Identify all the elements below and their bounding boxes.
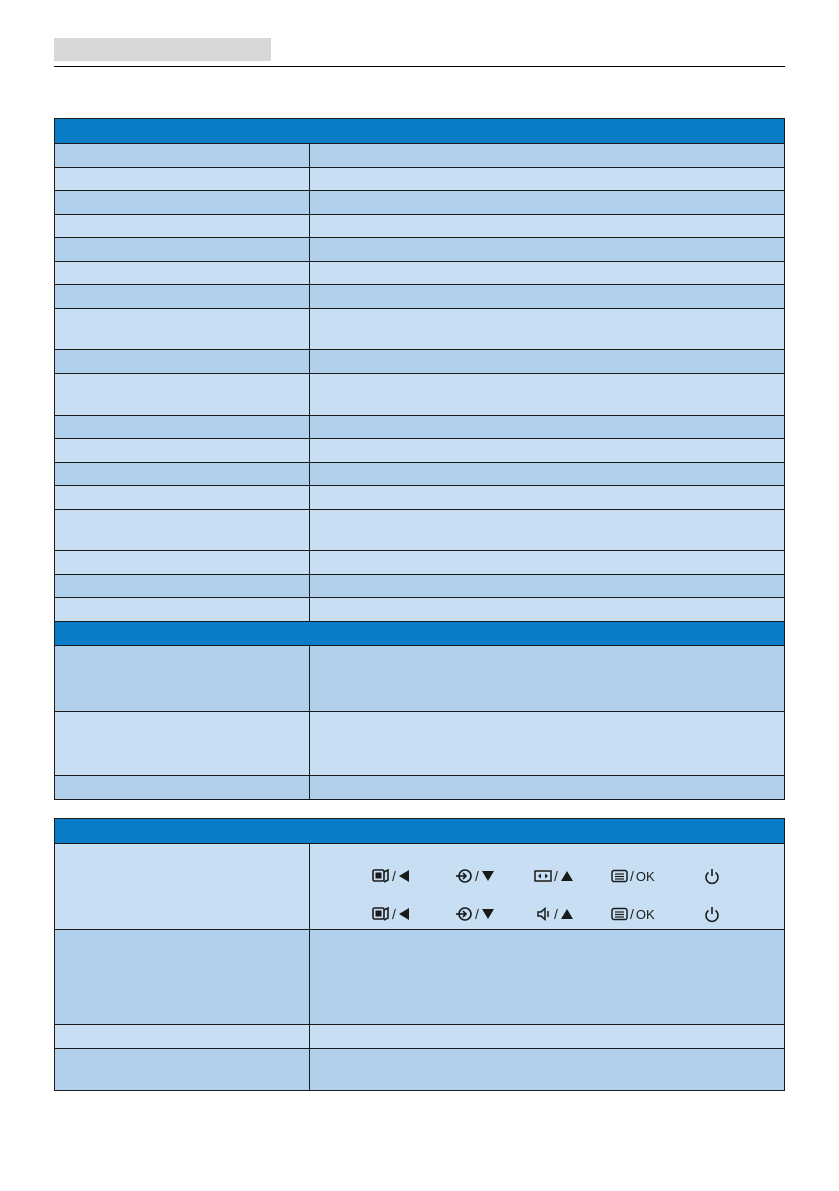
spec-label-cell <box>55 844 310 929</box>
table-row <box>55 238 784 262</box>
control-set-b <box>310 903 784 925</box>
power-icon <box>704 906 720 923</box>
menu-icon <box>611 869 628 883</box>
spec-label-cell <box>55 575 310 597</box>
spec-value-cell <box>310 374 784 415</box>
control-power <box>704 865 720 887</box>
spec-label-cell <box>55 309 310 349</box>
spec-value-cell <box>310 598 784 621</box>
spec-value-cell <box>310 416 784 438</box>
ok-label: OK <box>635 868 655 884</box>
control-aspect-up <box>534 865 574 887</box>
control-picture-format-left <box>372 903 410 925</box>
table-row <box>55 416 784 439</box>
table-row <box>55 144 784 168</box>
spec-label-cell <box>55 1049 310 1090</box>
separator-slash: / <box>475 906 479 922</box>
table-row <box>55 350 784 374</box>
up-arrow-icon <box>560 908 574 920</box>
table-row <box>55 168 784 191</box>
spec-label-cell <box>55 191 310 214</box>
separator-slash: / <box>554 868 558 884</box>
table-row <box>55 510 784 551</box>
spec-value-cell <box>310 285 784 308</box>
control-input-down <box>455 903 495 925</box>
picture-format-icon <box>372 906 390 922</box>
spec-label-cell <box>55 646 310 711</box>
spec-value-cell <box>310 238 784 261</box>
spec-value-cell <box>310 144 784 167</box>
spec-label-cell <box>55 215 310 237</box>
table-row <box>55 646 784 712</box>
spec-label-cell <box>55 1025 310 1048</box>
spec-label-cell <box>55 551 310 574</box>
input-icon <box>455 868 473 884</box>
table-row <box>55 439 784 463</box>
table-row-controls <box>55 844 784 930</box>
spec-table-1 <box>54 118 785 800</box>
spec-label-cell <box>55 285 310 308</box>
separator-slash: / <box>392 906 396 922</box>
control-power <box>704 903 720 925</box>
separator-slash: / <box>630 868 634 884</box>
control-buttons-cell <box>310 844 784 929</box>
down-arrow-icon <box>481 870 495 882</box>
separator-slash: / <box>554 906 558 922</box>
spec-label-cell <box>55 416 310 438</box>
left-arrow-icon <box>398 869 410 883</box>
input-icon <box>455 906 473 922</box>
table-row <box>55 486 784 510</box>
section-header-3 <box>55 819 784 844</box>
spec-value-cell <box>310 1025 784 1048</box>
table-row <box>55 374 784 416</box>
table-row <box>55 1049 784 1090</box>
aspect-ratio-icon <box>534 869 552 883</box>
table-row <box>55 930 784 1025</box>
spec-label-cell <box>55 144 310 167</box>
control-set-a <box>310 865 784 887</box>
table-row <box>55 776 784 799</box>
spec-value-cell <box>310 551 784 574</box>
spec-value-cell <box>310 575 784 597</box>
control-menu-ok <box>611 865 655 887</box>
spec-value-cell <box>310 1049 784 1090</box>
spec-value-cell <box>310 646 784 711</box>
spec-value-cell <box>310 463 784 485</box>
spec-label-cell <box>55 350 310 373</box>
control-picture-format-left <box>372 865 410 887</box>
table-row <box>55 598 784 622</box>
section-header-1 <box>55 119 784 144</box>
spec-value-cell <box>310 262 784 284</box>
table-row <box>55 262 784 285</box>
left-arrow-icon <box>398 907 410 921</box>
table-row <box>55 1025 784 1049</box>
up-arrow-icon <box>560 870 574 882</box>
header-divider <box>54 66 785 67</box>
picture-format-icon <box>372 868 390 884</box>
spec-table-2 <box>54 818 785 1091</box>
spec-label-cell <box>55 168 310 190</box>
ok-label: OK <box>635 906 655 922</box>
power-icon <box>704 868 720 885</box>
spec-label-cell <box>55 374 310 415</box>
table-row <box>55 712 784 776</box>
spec-value-cell <box>310 309 784 349</box>
control-volume-up <box>536 903 574 925</box>
table-row <box>55 463 784 486</box>
separator-slash: / <box>475 868 479 884</box>
spec-label-cell <box>55 463 310 485</box>
table-row <box>55 309 784 350</box>
spec-value-cell <box>310 168 784 190</box>
page-header-placeholder <box>54 38 271 61</box>
down-arrow-icon <box>481 908 495 920</box>
spec-label-cell <box>55 262 310 284</box>
menu-icon <box>611 907 628 921</box>
spec-label-cell <box>55 930 310 1024</box>
table-row <box>55 285 784 309</box>
spec-value-cell <box>310 776 784 799</box>
spec-label-cell <box>55 712 310 775</box>
spec-value-cell <box>310 712 784 775</box>
separator-slash: / <box>392 868 396 884</box>
spec-label-cell <box>55 598 310 621</box>
table-row <box>55 191 784 215</box>
spec-value-cell <box>310 191 784 214</box>
spec-value-cell <box>310 439 784 462</box>
spec-value-cell <box>310 930 784 1024</box>
spec-value-cell <box>310 350 784 373</box>
spec-value-cell <box>310 215 784 237</box>
table-row <box>55 575 784 598</box>
spec-label-cell <box>55 238 310 261</box>
spec-value-cell <box>310 486 784 509</box>
section-header-2 <box>55 622 784 646</box>
spec-label-cell <box>55 776 310 799</box>
spec-label-cell <box>55 510 310 550</box>
spec-label-cell <box>55 439 310 462</box>
control-input-down <box>455 865 495 887</box>
table-row <box>55 551 784 575</box>
speaker-icon <box>536 906 552 922</box>
spec-label-cell <box>55 486 310 509</box>
table-row <box>55 215 784 238</box>
spec-value-cell <box>310 510 784 550</box>
control-menu-ok <box>611 903 655 925</box>
separator-slash: / <box>630 906 634 922</box>
